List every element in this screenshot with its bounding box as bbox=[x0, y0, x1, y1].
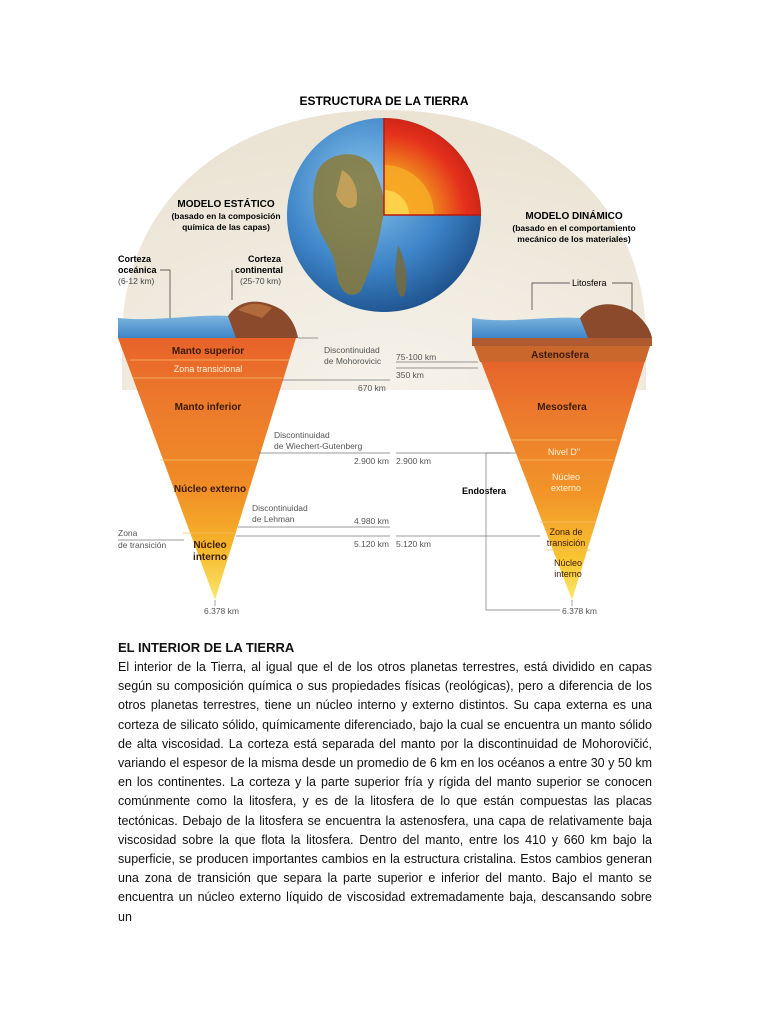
layer-asthenosphere: Astenosfera bbox=[531, 350, 589, 361]
layer-outer-core-dyn-1: Núcleo bbox=[551, 472, 581, 482]
oceanic-crust-range: (6-12 km) bbox=[118, 276, 155, 286]
layer-transition-zone: Zona transicional bbox=[173, 364, 243, 374]
wiechert-label-2: de Wiechert-Gutenberg bbox=[274, 441, 363, 451]
bottom-depth-right: 6.378 km bbox=[562, 606, 597, 616]
static-model-subtitle-2: química de las capas) bbox=[182, 222, 270, 232]
oceanic-crust-label-2: oceánica bbox=[118, 265, 157, 275]
layer-nivel-d: Nivel D" bbox=[547, 447, 581, 457]
layer-inner-core-dyn-1: Núcleo bbox=[553, 558, 583, 568]
bottom-depth-left: 6.378 km bbox=[204, 606, 239, 616]
dynamic-model-heading: MODELO DINÁMICO bbox=[525, 211, 623, 222]
layer-outer-core: Núcleo externo bbox=[173, 484, 247, 495]
zona-transicion-label-1: Zona bbox=[118, 528, 138, 538]
wiechert-label-1: Discontinuidad bbox=[274, 430, 330, 440]
continental-crust-label-2: continental bbox=[235, 265, 284, 275]
oceanic-crust-label-1: Corteza bbox=[118, 254, 152, 264]
lehman-label-1: Discontinuidad bbox=[252, 503, 308, 513]
body-paragraph: El interior de la Tierra, al igual que el de los otros planetas terrestres, está dividido en capas según su composición química o sus propiedades físicas (reológicas), pero a diferencia de los otros planetas terrestres, tiene un núcleo interno y externo distintos. Su capa externa es una corteza de silicato sólido, químicamente diferenciado, bajo la cual se encuentra un manto sólido de alta viscosidad. La corteza está separada del manto por la discontinuidad de Mohorovičić, variando el espesor de la misma desde un promedio de 6 km en los océanos a entre 30 y 50 km en los continentes. La corteza y la parte superior fría y rígida del manto superior se conocen comúnmente como la litosfera, y es de la litosfera de lo que están compuestas las placas tectónicas. Debajo de la litosfera se encuentra la astenosfera, una capa de relativamente baja viscosidad sobre la que flota la litosfera. Dentro del manto, entre los 410 y 660 km bajo la superficie, se producen importantes cambios en la estructura cristalina. Estos cambios generan una zona de transición que separa la parte superior e inferior del manto. Bajo el manto se encuentra un núcleo externo líquido de viscosidad extremadamente baja, descansando sobre un bbox=[118, 660, 652, 924]
section-title: EL INTERIOR DE LA TIERRA bbox=[118, 640, 295, 655]
figure-title: ESTRUCTURA DE LA TIERRA bbox=[299, 94, 469, 108]
depth-670: 670 km bbox=[358, 383, 386, 393]
layer-outer-core-dyn-2: externo bbox=[550, 483, 582, 493]
zona-transicion-label-2: de transición bbox=[118, 540, 167, 550]
layer-transition-dyn-1: Zona de bbox=[549, 527, 583, 537]
layer-mesosphere: Mesosfera bbox=[537, 402, 587, 413]
depth-4980: 4.980 km bbox=[354, 516, 389, 526]
layer-upper-mantle: Manto superior bbox=[171, 346, 245, 357]
depth-2900-right: 2.900 km bbox=[396, 456, 431, 466]
dynamic-model-subtitle-1: (basado en el comportamiento bbox=[512, 223, 636, 233]
continental-crust-range: (25-70 km) bbox=[240, 276, 282, 286]
depth-5120-left: 5.120 km bbox=[354, 539, 389, 549]
depth-5120-right: 5.120 km bbox=[396, 539, 431, 549]
continental-crust-label-1: Corteza bbox=[248, 254, 282, 264]
lehman-label-2: de Lehman bbox=[252, 514, 295, 524]
static-model-subtitle-1: (basado en la composición bbox=[171, 211, 281, 221]
layer-inner-core-2: interno bbox=[193, 552, 227, 563]
endosphere-label: Endosfera bbox=[462, 486, 507, 496]
layer-inner-core-1: Núcleo bbox=[193, 540, 227, 551]
layer-transition-dyn-2: transición bbox=[546, 538, 586, 548]
layer-inner-core-dyn-2: interno bbox=[554, 569, 582, 579]
depth-2900-left: 2.900 km bbox=[354, 456, 389, 466]
moho-label-1: Discontinuidad bbox=[324, 345, 380, 355]
dynamic-model-subtitle-2: mecánico de los materiales) bbox=[517, 234, 631, 244]
earth-globe bbox=[287, 118, 481, 312]
depth-350: 350 km bbox=[396, 370, 424, 380]
static-model-heading: MODELO ESTÁTICO bbox=[177, 199, 275, 210]
moho-label-2: de Mohorovicic bbox=[324, 356, 382, 366]
depth-75-100: 75-100 km bbox=[396, 352, 437, 362]
lithosphere-label: Litosfera bbox=[572, 278, 607, 288]
layer-lower-mantle: Manto inferior bbox=[174, 402, 242, 413]
